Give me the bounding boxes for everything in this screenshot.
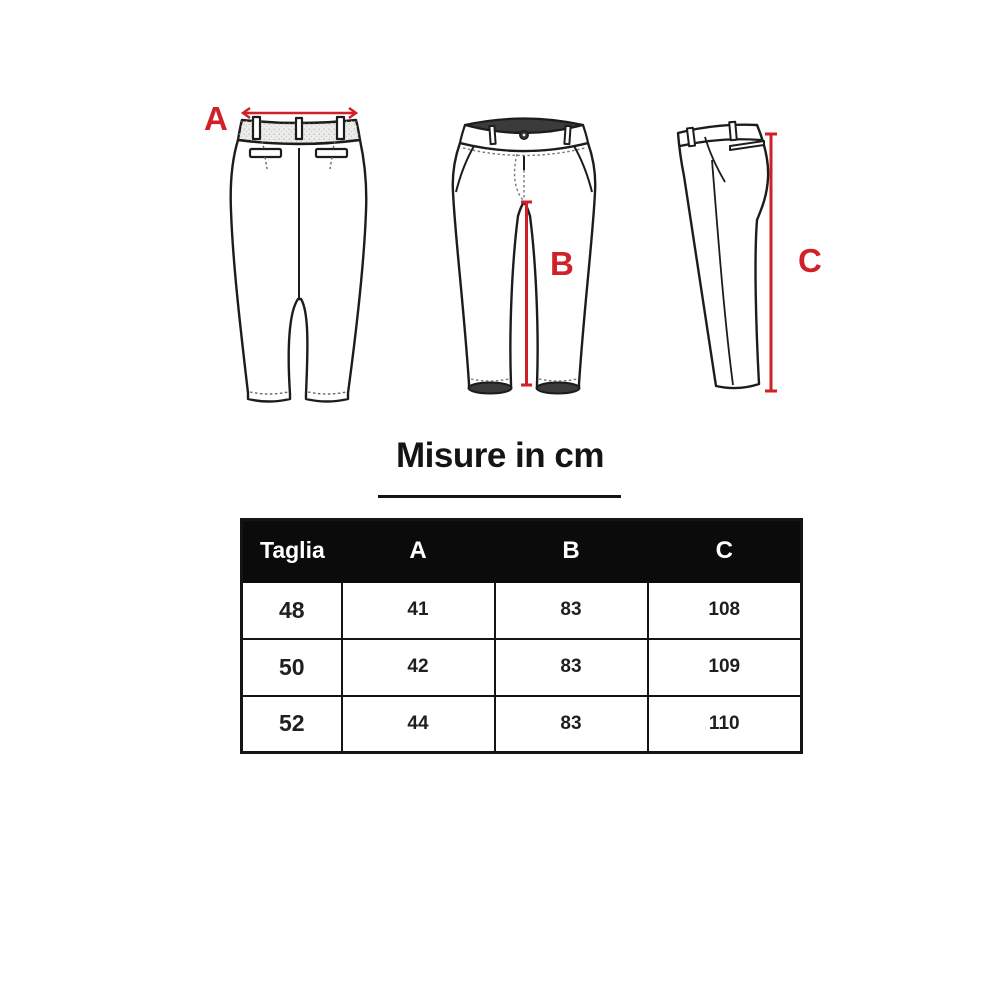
size-cell: 50 <box>242 639 342 696</box>
belt-loop <box>687 128 695 147</box>
table-row <box>242 696 802 753</box>
belt-loop <box>564 126 570 144</box>
size-table <box>240 518 803 754</box>
table-header-c: C <box>648 520 802 582</box>
pants-back-view-diagram <box>198 93 370 415</box>
table-cell: 41 <box>342 582 495 639</box>
belt-loop <box>489 126 495 144</box>
table-cell: 44 <box>342 696 495 753</box>
table-cell: 42 <box>342 639 495 696</box>
belt-loop <box>337 117 344 139</box>
table-cell: 108 <box>648 582 802 639</box>
button-hole <box>523 134 526 137</box>
hem-left <box>469 383 512 394</box>
measure-label-a: A <box>204 100 228 137</box>
back-pocket-right <box>316 149 347 157</box>
pants-body <box>678 125 768 388</box>
size-cell: 52 <box>242 696 342 753</box>
hem-right <box>537 383 580 394</box>
table-cell: 110 <box>648 696 802 753</box>
belt-loop <box>253 117 260 139</box>
size-cell: 48 <box>242 582 342 639</box>
table-cell: 83 <box>495 696 648 753</box>
belt-loop <box>729 122 737 140</box>
measure-label-b: B <box>550 245 574 282</box>
pants-front-view-diagram <box>438 96 643 408</box>
table-row <box>242 639 802 696</box>
table-header-taglia: Taglia <box>242 520 342 582</box>
table-row <box>242 582 802 639</box>
page-title: Misure in cm <box>396 436 604 475</box>
table-header-b: B <box>495 520 648 582</box>
table-header-row <box>242 520 802 582</box>
pants-side-view-diagram <box>650 96 840 408</box>
table-cell: 83 <box>495 582 648 639</box>
belt-loop <box>296 118 302 139</box>
measure-label-c: C <box>798 242 822 279</box>
inseam-line-b <box>521 202 532 385</box>
title-underline <box>378 495 621 498</box>
back-pocket-left <box>250 149 281 157</box>
table-cell: 109 <box>648 639 802 696</box>
table-cell: 83 <box>495 639 648 696</box>
table-header-a: A <box>342 520 495 582</box>
